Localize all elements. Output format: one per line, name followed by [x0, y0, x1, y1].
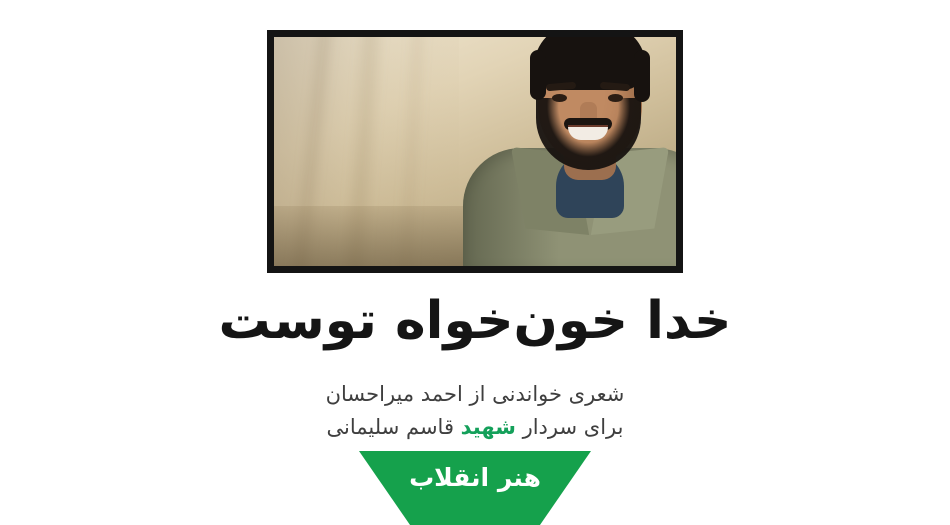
dedication-prefix: برای سردار — [515, 414, 624, 439]
subtitle-block — [0, 378, 950, 443]
dedication-highlight: شهید — [460, 414, 516, 439]
eye-right — [608, 94, 623, 102]
logo-label: هنر انقلاب — [409, 463, 541, 492]
page-title: خدا خون‌خواه توست — [218, 291, 732, 351]
brand-logo[interactable] — [359, 451, 591, 525]
subtitle-line-dedication — [0, 411, 950, 444]
portrait-subject — [463, 61, 676, 266]
eye-left — [552, 94, 567, 102]
portrait-photo-frame — [267, 30, 683, 273]
subtitle-line-author: شعری خواندنی از احمد میراحسان — [325, 382, 625, 406]
dedication-suffix: قاسم سلیمانی — [326, 414, 461, 439]
hair — [534, 37, 646, 90]
portrait-photo — [274, 37, 676, 266]
